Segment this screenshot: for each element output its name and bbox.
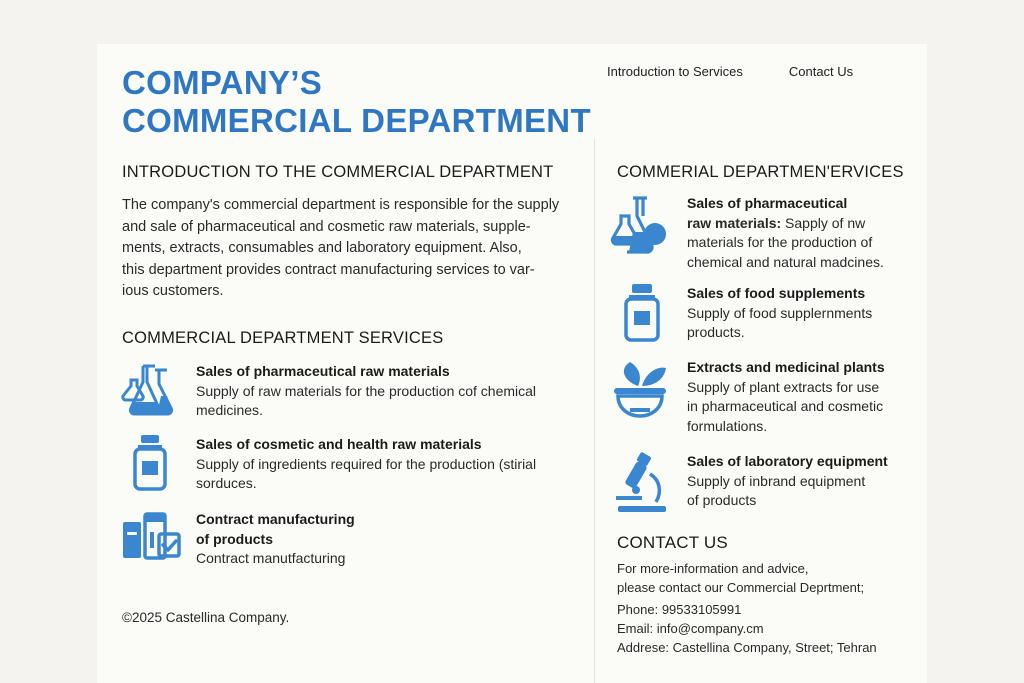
- title-line-1: COMPANY’S: [122, 64, 323, 101]
- services-heading-left: COMMERCIAL DEPARTMENT SERVICES: [122, 329, 444, 347]
- page-title: [122, 64, 591, 140]
- service-item: [609, 194, 884, 272]
- service-title: Extracts and medicinal plants: [687, 359, 885, 375]
- service-desc: Supply of plant extracts for use: [687, 378, 880, 395]
- service-text: [687, 452, 888, 519]
- service-desc: materials for the production of: [687, 234, 873, 250]
- contact-address: Addrese: Castellina Company, Street; Tehran: [617, 640, 877, 655]
- contact-heading: CONTACT US: [617, 533, 728, 552]
- service-item: [612, 358, 885, 436]
- service-text: [196, 510, 355, 569]
- microscope-icon: [614, 452, 687, 519]
- service-desc: Supply of raw materials for the production cof chemical: [196, 382, 537, 399]
- service-title: Sales of food supplements: [687, 285, 866, 301]
- intro-line: this department provides contract manufacturing services to var-: [122, 261, 535, 278]
- intro-paragraph: [122, 195, 577, 303]
- nav-introduction-link[interactable]: Introduction to Services: [607, 64, 743, 79]
- page-card: [97, 44, 927, 683]
- herb-bowl-icon: [612, 358, 687, 436]
- contact-details: [617, 600, 877, 657]
- intro-heading: INTRODUCTION TO THE COMMERCIAL DEPARTMENT: [122, 163, 554, 181]
- title-line-2: COMMERCIAL DEPARTMENT: [122, 102, 591, 139]
- service-desc: sorduces.: [196, 475, 257, 491]
- service-text: [687, 358, 885, 436]
- service-desc: formulations.: [687, 417, 768, 434]
- jar-icon: [624, 284, 687, 347]
- contact-phone: Phone: 99533105991: [617, 602, 742, 617]
- service-item: [121, 510, 355, 569]
- service-title-continued: raw materials:: [687, 214, 782, 231]
- intro-line: ments, extracts, consumables and laboratory equipment. Also,: [122, 240, 522, 256]
- services-heading-right: COMMERIAL DEPARTMEN'ERVICES: [617, 163, 904, 181]
- service-desc: chemical and natural madcines.: [687, 253, 884, 270]
- column-divider: [594, 139, 595, 683]
- service-title: Sales of cosmetic and health raw materials: [196, 436, 482, 452]
- service-desc: Contract manutfacturing: [196, 550, 346, 566]
- service-desc: Sapply of nw: [781, 214, 866, 231]
- service-title-and-desc: [687, 214, 884, 234]
- contact-intro-line: For more-information and advice,: [617, 561, 809, 576]
- service-item: [614, 452, 888, 519]
- nav-contact-link[interactable]: Contact Us: [788, 64, 854, 79]
- service-title-continued: of products: [196, 530, 273, 547]
- service-desc: in pharmaceutical and cosmetic: [687, 398, 884, 414]
- boxes-check-icon: [121, 510, 196, 569]
- contact-intro-line: please contact our Commercial Deprtment;: [617, 580, 865, 595]
- flasks-icon: [609, 194, 687, 272]
- service-text: [687, 194, 884, 272]
- copyright: ©2025 Castellina Company.: [122, 610, 290, 625]
- intro-line: and sale of pharmaceutical and cosmetic raw materials, supple-: [122, 218, 531, 235]
- service-item: [624, 284, 872, 347]
- service-desc: medicines.: [196, 402, 263, 418]
- contact-intro: [617, 559, 864, 597]
- intro-line: ious customers.: [122, 283, 224, 299]
- service-desc: products.: [687, 324, 745, 340]
- contact-email: Email: info@company.cm: [617, 621, 764, 636]
- top-nav: [607, 64, 853, 79]
- service-item: [133, 435, 536, 496]
- service-item: [121, 362, 536, 423]
- service-text: [687, 284, 872, 347]
- intro-line: The company's commercial department is responsible for the supply: [122, 197, 560, 213]
- service-desc: Supply of inbrand equipment: [687, 472, 866, 489]
- service-text: [196, 435, 536, 496]
- flasks-icon: [121, 362, 196, 423]
- service-desc: Supply of food supplernments: [687, 304, 873, 321]
- service-desc: of products: [687, 492, 757, 508]
- service-text: [196, 362, 536, 423]
- service-title: Sales of pharmaceutical raw materials: [196, 363, 450, 379]
- service-desc: Supply of ingredients required for the production (stirial: [196, 455, 537, 472]
- service-title: Contract manufacturing: [196, 511, 355, 527]
- jar-icon: [133, 435, 196, 496]
- service-title: Sales of pharmaceutical: [687, 195, 848, 211]
- service-title: Sales of laboratory equipment: [687, 453, 888, 469]
